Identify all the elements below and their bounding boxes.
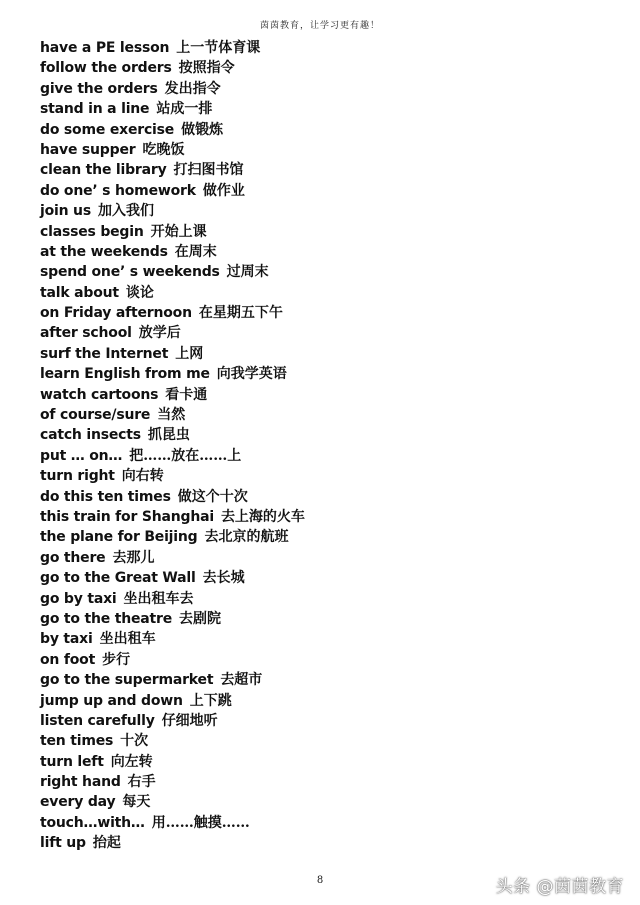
vocab-chinese: 仔细地听 — [161, 712, 218, 729]
vocab-english: the plane for Beijing — [40, 529, 198, 546]
vocab-english: go to the theatre — [40, 610, 173, 627]
vocab-english: turn left — [40, 753, 104, 770]
vocab-item — [40, 405, 305, 425]
vocab-chinese: 做锻炼 — [181, 121, 224, 138]
vocab-english: put … on… — [40, 447, 123, 464]
vocab-item — [40, 731, 305, 751]
vocab-chinese: 向左转 — [110, 753, 153, 770]
vocab-item — [40, 650, 305, 670]
vocab-english: right hand — [40, 774, 121, 791]
vocab-chinese: 向我学英语 — [216, 366, 287, 383]
vocab-chinese: 去剧院 — [179, 610, 222, 627]
vocab-english: clean the library — [40, 162, 167, 179]
vocab-chinese: 开始上课 — [150, 223, 207, 240]
vocab-english: ten times — [40, 733, 114, 750]
vocab-chinese: 上一节体育课 — [176, 40, 261, 56]
vocab-chinese: 去北京的航班 — [204, 529, 289, 546]
vocab-chinese: 看卡通 — [165, 386, 208, 403]
vocab-english: spend one’ s weekends — [40, 264, 220, 281]
vocab-english: at the weekends — [40, 243, 168, 260]
vocab-item — [40, 813, 305, 833]
vocab-item — [40, 99, 305, 119]
vocab-item — [40, 58, 305, 78]
vocab-english: listen carefully — [40, 712, 155, 729]
vocab-item — [40, 323, 305, 343]
vocab-item — [40, 79, 305, 99]
vocab-chinese: 谈论 — [125, 284, 154, 301]
vocab-chinese: 去超市 — [220, 672, 263, 689]
vocab-item — [40, 609, 305, 629]
vocab-chinese: 十次 — [120, 733, 149, 750]
vocab-item — [40, 589, 305, 609]
vocab-chinese: 做这个十次 — [177, 488, 248, 505]
vocab-english: do this ten times — [40, 488, 171, 505]
watermark: 头条 @茵茵教育 — [495, 877, 624, 897]
vocab-chinese: 打扫图书馆 — [173, 162, 244, 179]
vocab-item — [40, 262, 305, 282]
vocab-item — [40, 38, 305, 58]
vocabulary-list — [40, 38, 305, 854]
vocab-english: jump up and down — [40, 692, 183, 709]
vocab-english: on Friday afternoon — [40, 305, 192, 322]
page-header: 茵茵教育，让学习更有趣！ — [259, 21, 380, 31]
vocab-chinese: 向右转 — [121, 468, 164, 485]
vocab-item — [40, 364, 305, 384]
vocab-english: after school — [40, 325, 132, 342]
vocab-chinese: 发出指令 — [164, 80, 221, 97]
vocab-english: have a PE lesson — [40, 40, 170, 56]
vocab-english: do some exercise — [40, 121, 175, 138]
vocab-english: give the orders — [40, 80, 158, 97]
vocab-chinese: 抓昆虫 — [147, 427, 190, 444]
vocab-item — [40, 527, 305, 547]
vocab-chinese: 做作业 — [202, 182, 245, 199]
vocab-item — [40, 487, 305, 507]
vocab-chinese: 去上海的火车 — [220, 508, 305, 525]
vocab-chinese: 抬起 — [92, 835, 121, 852]
vocab-chinese: 过周末 — [226, 264, 269, 281]
vocab-english: on foot — [40, 651, 96, 668]
vocab-item — [40, 711, 305, 731]
vocab-chinese: 右手 — [127, 774, 156, 791]
vocab-english: surf the Internet — [40, 345, 169, 362]
vocab-item — [40, 548, 305, 568]
vocab-english: lift up — [40, 835, 86, 852]
vocab-english: every day — [40, 794, 116, 811]
page-number: 8 — [316, 875, 324, 886]
vocab-item — [40, 385, 305, 405]
vocab-english: watch cartoons — [40, 386, 159, 403]
vocab-chinese: 去长城 — [202, 570, 245, 587]
vocab-item — [40, 222, 305, 242]
vocab-chinese: 吃晚饭 — [142, 141, 185, 158]
vocab-english: join us — [40, 203, 91, 220]
vocab-item — [40, 140, 305, 160]
vocab-item — [40, 691, 305, 711]
vocab-english: go by taxi — [40, 590, 117, 607]
vocab-chinese: 去那儿 — [112, 549, 155, 566]
vocab-item — [40, 344, 305, 364]
vocab-item — [40, 833, 305, 853]
vocab-english: talk about — [40, 284, 119, 301]
vocab-chinese: 当然 — [157, 407, 186, 424]
vocab-english: stand in a line — [40, 101, 150, 118]
vocab-item — [40, 670, 305, 690]
vocab-item — [40, 792, 305, 812]
vocab-item — [40, 160, 305, 180]
vocab-item — [40, 466, 305, 486]
vocab-english: this train for Shanghai — [40, 508, 214, 525]
vocab-item — [40, 120, 305, 140]
vocab-item — [40, 425, 305, 445]
vocab-chinese: 按照指令 — [178, 60, 235, 77]
vocab-item — [40, 629, 305, 649]
vocab-english: learn English from me — [40, 366, 210, 383]
vocab-chinese: 站成一排 — [156, 101, 213, 118]
vocab-chinese: 放学后 — [138, 325, 181, 342]
vocab-item — [40, 446, 305, 466]
vocab-item — [40, 181, 305, 201]
vocab-english: turn right — [40, 468, 115, 485]
vocab-english: classes begin — [40, 223, 144, 240]
vocab-item — [40, 283, 305, 303]
vocab-chinese: 上网 — [175, 345, 204, 362]
vocab-english: touch…with… — [40, 814, 145, 831]
vocab-english: follow the orders — [40, 60, 172, 77]
vocab-chinese: 步行 — [102, 651, 131, 668]
vocab-item — [40, 772, 305, 792]
vocab-chinese: 加入我们 — [97, 203, 154, 220]
vocab-chinese: 上下跳 — [189, 692, 232, 709]
vocab-item — [40, 201, 305, 221]
vocab-item — [40, 752, 305, 772]
vocab-english: go to the supermarket — [40, 672, 214, 689]
vocab-chinese: 每天 — [122, 794, 151, 811]
vocab-english: go to the Great Wall — [40, 570, 196, 587]
vocab-chinese: 在周末 — [174, 243, 217, 260]
vocab-english: do one’ s homework — [40, 182, 196, 199]
vocab-item — [40, 568, 305, 588]
vocab-item — [40, 507, 305, 527]
vocab-english: have supper — [40, 141, 136, 158]
vocab-english: by taxi — [40, 631, 93, 648]
vocab-chinese: 把……放在……上 — [129, 447, 242, 464]
vocab-english: go there — [40, 549, 106, 566]
vocab-chinese: 用……触摸…… — [151, 814, 250, 831]
vocab-chinese: 坐出租车 — [99, 631, 156, 648]
vocab-english: catch insects — [40, 427, 141, 444]
vocab-chinese: 在星期五下午 — [198, 305, 283, 322]
vocab-english: of course/sure — [40, 407, 151, 424]
vocab-item — [40, 303, 305, 323]
vocab-chinese: 坐出租车去 — [123, 590, 194, 607]
vocab-item — [40, 242, 305, 262]
